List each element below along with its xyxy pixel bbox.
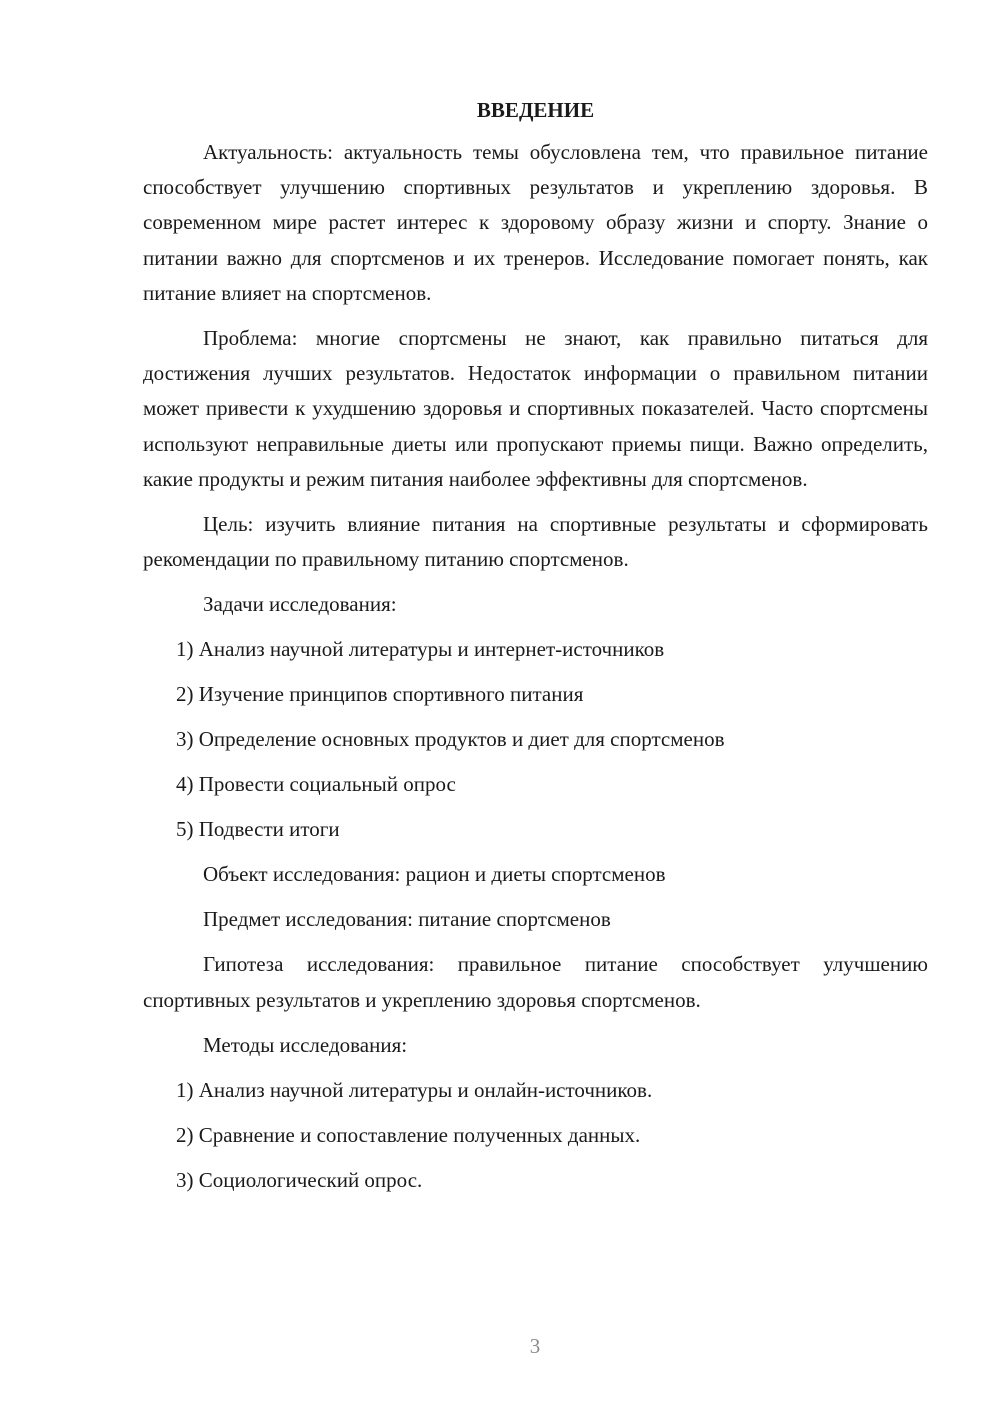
subject-line: Предмет исследования: питание спортсменов (203, 907, 611, 932)
list-item: 1) Анализ научной литературы и онлайн-источников. (176, 1077, 653, 1102)
list-item: 1) Анализ научной литературы и интернет-источников (176, 637, 665, 662)
list-item: 3) Определение основных продуктов и диет для спортсменов (176, 727, 725, 752)
list-item: 2) Изучение принципов спортивного питания (176, 682, 584, 707)
problem-paragraph: Проблема: многие спортсмены не знают, как правильно питаться для достижения лучших результатов. Недостаток информации о правильном питании может привести к ухудшению здоровья и спортивных показателей. Часто спортсмены используют неправильные диеты или пропускают приемы пищи. Важно определить, какие продукты и режим питания наиболее эффективны для спортсменов. (143, 326, 928, 491)
methods-heading: Методы исследования: (203, 1032, 408, 1057)
object-line: Объект исследования: рацион и диеты спортсменов (203, 862, 666, 887)
list-item: 3) Социологический опрос. (176, 1167, 423, 1192)
document-page (143, 95, 928, 1208)
page-number: 3 (529, 1334, 541, 1358)
list-item: 4) Провести социальный опрос (176, 772, 456, 797)
methods-list (143, 1073, 928, 1198)
goal-paragraph: Цель: изучить влияние питания на спортивные результаты и сформировать рекомендации по правильному питанию спортсменов. (143, 512, 928, 572)
tasks-heading: Задачи исследования: (203, 592, 397, 617)
relevance-paragraph: Актуальность: актуальность темы обусловлена тем, что правильное питание способствует улучшению спортивных результатов и укреплению здоровья. В современном мире растет интерес к здоровому образу жизни и спорту. Знание о питании важно для спортсменов и их тренеров. Исследование помогает понять, как питание влияет на спортсменов. (143, 140, 928, 305)
list-item: 2) Сравнение и сопоставление полученных данных. (176, 1122, 641, 1147)
tasks-list (143, 632, 928, 847)
list-item: 5) Подвести итоги (176, 817, 340, 842)
hypothesis-paragraph: Гипотеза исследования: правильное питание способствует улучшению спортивных результатов и укреплению здоровья спортсменов. (143, 952, 928, 1012)
section-title: ВВЕДЕНИЕ (476, 98, 595, 122)
